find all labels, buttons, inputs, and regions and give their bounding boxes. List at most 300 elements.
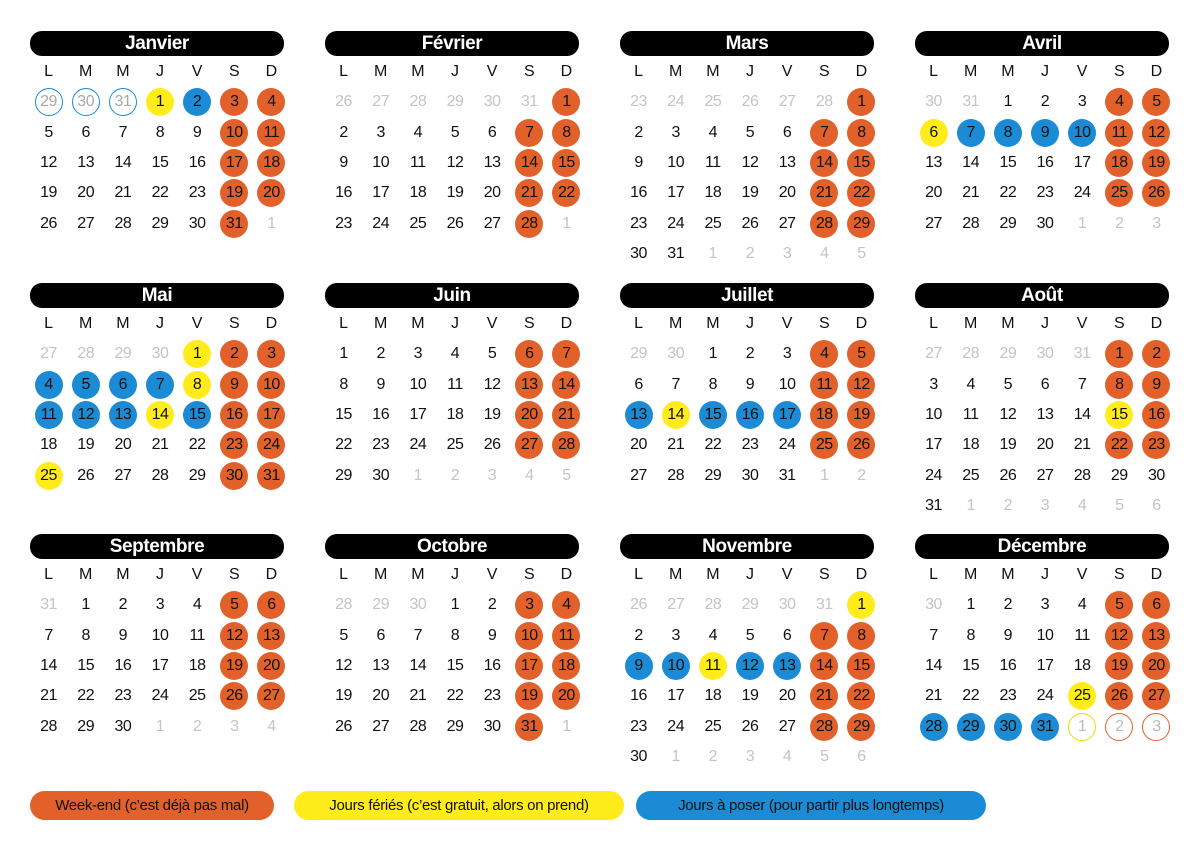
day-cell <box>989 590 1026 620</box>
day-number: 18 <box>1105 149 1133 177</box>
day-number: 7 <box>810 622 838 650</box>
weekday-label: D <box>560 315 573 332</box>
day-cell <box>30 712 67 742</box>
month-title: Juin <box>325 283 579 308</box>
day-number: 5 <box>1115 497 1124 515</box>
day-number: 10 <box>257 371 285 399</box>
day-number: 28 <box>552 431 580 459</box>
day-number: 30 <box>220 462 248 490</box>
day-cell <box>362 148 399 178</box>
day-number: 17 <box>151 656 169 674</box>
day-cell <box>436 430 473 460</box>
day-cell <box>436 148 473 178</box>
day-cell <box>30 651 67 681</box>
month-title: Mai <box>30 283 284 308</box>
day-number: 5 <box>1105 591 1133 619</box>
day-cell <box>104 87 141 117</box>
day-cell <box>952 209 989 239</box>
day-number: 20 <box>114 436 132 454</box>
day-number: 2 <box>1003 497 1013 515</box>
week-row <box>620 590 880 620</box>
day-cell <box>915 148 952 178</box>
day-cell <box>769 87 806 117</box>
day-cell <box>1101 87 1138 117</box>
day-cell <box>915 430 952 460</box>
day-cell <box>1138 209 1175 239</box>
day-cell <box>1064 681 1101 711</box>
day-cell <box>548 400 585 430</box>
day-cell <box>620 239 657 269</box>
day-cell <box>141 117 178 147</box>
week-row <box>620 461 880 491</box>
day-cell <box>1101 209 1138 239</box>
day-number: 3 <box>1040 596 1050 614</box>
weekday-label: M <box>669 63 683 80</box>
day-number: 5 <box>745 123 755 141</box>
day-cell <box>843 590 880 620</box>
day-cell <box>657 117 694 147</box>
day-cell <box>30 148 67 178</box>
day-number: 23 <box>999 687 1017 705</box>
day-number: 31 <box>520 93 538 111</box>
day-cell <box>657 712 694 742</box>
day-cell <box>399 117 436 147</box>
day-cell <box>769 339 806 369</box>
day-cell <box>731 178 768 208</box>
day-number: 16 <box>335 184 352 202</box>
day-cell <box>843 117 880 147</box>
day-number: 17 <box>1073 153 1091 171</box>
day-cell <box>1064 178 1101 208</box>
weekday-label: J <box>450 315 459 332</box>
day-number: 31 <box>515 713 543 741</box>
day-number: 31 <box>1073 345 1091 363</box>
day-number: 31 <box>220 210 248 238</box>
day-cell <box>30 178 67 208</box>
day-cell <box>253 148 290 178</box>
day-number: 1 <box>183 340 211 368</box>
day-number: 4 <box>782 748 792 766</box>
day-number: 22 <box>151 184 169 202</box>
day-number: 21 <box>925 687 942 705</box>
day-cell <box>216 209 253 239</box>
day-number: 3 <box>515 591 543 619</box>
week-row <box>325 400 585 430</box>
day-cell <box>548 178 585 208</box>
day-cell <box>657 590 694 620</box>
day-cell <box>474 400 511 430</box>
day-cell <box>694 178 731 208</box>
day-cell <box>179 148 216 178</box>
week-row <box>915 148 1175 178</box>
day-number: 26 <box>999 466 1017 484</box>
day-cell <box>1138 590 1175 620</box>
day-cell <box>1138 178 1175 208</box>
weekday-label: L <box>929 63 939 80</box>
day-cell <box>620 430 657 460</box>
day-cell <box>362 430 399 460</box>
weekday-label: J <box>1040 315 1049 332</box>
day-number: 11 <box>1105 119 1133 147</box>
day-cell <box>1138 712 1175 742</box>
day-cell <box>731 461 768 491</box>
week-row <box>620 209 880 239</box>
day-cell <box>511 87 548 117</box>
day-number: 26 <box>77 466 95 484</box>
legend-bridge: Jours à poser (pour partir plus longtemps) <box>636 791 986 820</box>
weekday-label: D <box>855 63 868 80</box>
day-number: 17 <box>773 401 801 429</box>
day-number: 2 <box>857 466 866 484</box>
day-cell <box>1101 148 1138 178</box>
day-cell <box>325 117 362 147</box>
day-cell <box>325 681 362 711</box>
day-number: 18 <box>188 656 206 674</box>
day-cell <box>1064 590 1101 620</box>
day-number: 8 <box>81 626 90 644</box>
day-number: 17 <box>220 149 248 177</box>
day-cell <box>915 620 952 650</box>
day-cell <box>620 87 657 117</box>
day-cell <box>1064 148 1101 178</box>
day-number: 25 <box>35 462 63 490</box>
day-number: 4 <box>708 626 718 644</box>
weekday-label: V <box>1076 63 1088 80</box>
day-number: 30 <box>151 345 169 363</box>
day-number: 7 <box>1077 375 1087 393</box>
day-cell <box>104 461 141 491</box>
day-number: 22 <box>962 687 980 705</box>
day-number: 4 <box>1105 88 1133 116</box>
day-cell <box>843 742 880 772</box>
day-cell <box>179 712 216 742</box>
weekday-label: V <box>486 63 498 80</box>
day-number: 15 <box>151 153 169 171</box>
weekday-label: M <box>374 63 388 80</box>
day-number: 9 <box>1003 626 1013 644</box>
day-number: 30 <box>994 713 1022 741</box>
day-number: 30 <box>1036 214 1054 232</box>
day-number: 20 <box>1036 436 1054 454</box>
weekday-label: M <box>374 566 388 583</box>
day-number: 10 <box>662 652 690 680</box>
weekday-label: L <box>44 63 54 80</box>
month-7 <box>915 283 1175 521</box>
weekday-header <box>915 309 1175 339</box>
day-number: 30 <box>1148 466 1165 484</box>
day-cell <box>620 712 657 742</box>
day-number: 15 <box>552 149 580 177</box>
day-cell <box>548 87 585 117</box>
day-number: 20 <box>925 184 942 202</box>
day-cell <box>694 400 731 430</box>
weekday-label: J <box>745 566 754 583</box>
day-number: 8 <box>994 119 1022 147</box>
weekday-label: L <box>929 566 939 583</box>
day-cell <box>620 461 657 491</box>
day-number: 14 <box>114 153 132 171</box>
day-cell <box>915 117 952 147</box>
weekday-label: J <box>155 63 164 80</box>
day-cell <box>436 209 473 239</box>
day-number: 16 <box>114 656 132 674</box>
day-cell <box>362 590 399 620</box>
day-number: 28 <box>335 596 352 614</box>
day-cell <box>915 712 952 742</box>
day-number: 20 <box>1142 652 1170 680</box>
day-cell <box>915 461 952 491</box>
day-cell <box>1101 117 1138 147</box>
day-cell <box>915 87 952 117</box>
week-row <box>30 620 290 650</box>
day-cell <box>769 681 806 711</box>
weekday-label: J <box>450 566 459 583</box>
day-cell <box>436 87 473 117</box>
day-cell <box>511 209 548 239</box>
day-number: 5 <box>847 340 875 368</box>
day-number: 16 <box>483 656 501 674</box>
weekday-header <box>30 560 290 590</box>
day-number: 7 <box>929 626 938 644</box>
day-cell <box>843 209 880 239</box>
weekday-label: J <box>155 315 164 332</box>
day-number: 19 <box>483 405 501 423</box>
day-number: 31 <box>778 466 796 484</box>
day-cell <box>769 590 806 620</box>
day-number: 27 <box>257 682 285 710</box>
weekday-label: J <box>450 63 459 80</box>
day-number: 22 <box>188 436 206 454</box>
day-number: 15 <box>847 149 875 177</box>
day-cell <box>362 400 399 430</box>
day-cell <box>1064 369 1101 399</box>
day-cell <box>694 87 731 117</box>
day-number: 2 <box>708 748 718 766</box>
day-number: 8 <box>847 119 875 147</box>
day-number: 8 <box>708 375 718 393</box>
day-cell <box>694 117 731 147</box>
day-number: 5 <box>72 371 100 399</box>
day-number: 1 <box>671 748 680 766</box>
day-cell <box>104 209 141 239</box>
day-number: 23 <box>114 687 132 705</box>
day-cell <box>1138 117 1175 147</box>
day-cell <box>67 461 104 491</box>
day-number: 16 <box>1036 153 1054 171</box>
day-number: 29 <box>35 88 63 116</box>
day-number: 6 <box>1142 591 1170 619</box>
day-number: 10 <box>515 622 543 650</box>
day-cell <box>806 742 843 772</box>
day-cell <box>216 178 253 208</box>
day-number: 27 <box>925 214 942 232</box>
day-cell <box>769 712 806 742</box>
day-cell <box>620 620 657 650</box>
day-number: 29 <box>999 345 1017 363</box>
day-cell <box>657 339 694 369</box>
day-cell <box>1101 651 1138 681</box>
day-cell <box>436 117 473 147</box>
day-number: 29 <box>630 345 647 363</box>
day-cell <box>362 620 399 650</box>
day-number: 20 <box>515 401 543 429</box>
weekday-label: J <box>155 566 164 583</box>
day-number: 4 <box>810 340 838 368</box>
day-cell <box>1138 148 1175 178</box>
day-number: 30 <box>372 466 390 484</box>
week-row <box>30 681 290 711</box>
month-6 <box>620 283 880 491</box>
day-number: 19 <box>1142 149 1170 177</box>
day-number: 19 <box>1105 652 1133 680</box>
day-cell <box>1101 339 1138 369</box>
day-number: 26 <box>1105 682 1133 710</box>
day-cell <box>104 590 141 620</box>
day-number: 4 <box>1077 596 1087 614</box>
day-number: 23 <box>335 214 352 232</box>
day-number: 3 <box>782 245 792 263</box>
day-number: 30 <box>72 88 100 116</box>
day-number: 26 <box>40 214 57 232</box>
day-cell <box>511 712 548 742</box>
day-cell <box>1101 491 1138 521</box>
day-cell <box>1064 620 1101 650</box>
day-number: 11 <box>189 626 205 644</box>
weekday-label: D <box>1150 315 1163 332</box>
day-cell <box>253 620 290 650</box>
day-cell <box>399 712 436 742</box>
day-cell <box>1101 178 1138 208</box>
week-row <box>325 590 585 620</box>
day-number: 4 <box>257 88 285 116</box>
day-cell <box>769 369 806 399</box>
day-cell <box>731 148 768 178</box>
day-number: 23 <box>741 436 759 454</box>
day-number: 1 <box>1077 214 1087 232</box>
day-cell <box>399 87 436 117</box>
day-number: 19 <box>220 652 248 680</box>
day-number: 19 <box>847 401 875 429</box>
week-row <box>620 712 880 742</box>
month-title: Août <box>915 283 1169 308</box>
day-number: 10 <box>372 153 390 171</box>
week-row <box>325 87 585 117</box>
day-cell <box>216 117 253 147</box>
day-number: 22 <box>847 682 875 710</box>
day-cell <box>474 209 511 239</box>
day-cell <box>253 87 290 117</box>
week-row <box>325 209 585 239</box>
day-number: 5 <box>450 123 460 141</box>
day-cell <box>67 87 104 117</box>
day-number: 28 <box>151 466 169 484</box>
day-number: 21 <box>667 436 685 454</box>
day-cell <box>1138 339 1175 369</box>
weekday-label: D <box>560 63 573 80</box>
day-cell <box>769 620 806 650</box>
day-cell <box>843 400 880 430</box>
day-number: 30 <box>1036 345 1054 363</box>
day-cell <box>216 651 253 681</box>
day-cell <box>253 651 290 681</box>
day-number: 22 <box>1105 431 1133 459</box>
day-number: 3 <box>487 466 497 484</box>
day-number: 28 <box>810 713 838 741</box>
day-cell <box>141 148 178 178</box>
day-cell <box>67 590 104 620</box>
day-number: 28 <box>515 210 543 238</box>
day-cell <box>769 400 806 430</box>
day-cell <box>179 430 216 460</box>
day-cell <box>399 461 436 491</box>
day-number: 26 <box>335 717 352 735</box>
day-cell <box>511 590 548 620</box>
day-number: 28 <box>815 93 833 111</box>
day-cell <box>620 178 657 208</box>
day-cell <box>769 209 806 239</box>
day-cell <box>806 681 843 711</box>
day-number: 10 <box>1036 626 1054 644</box>
day-cell <box>731 681 768 711</box>
day-cell <box>179 369 216 399</box>
day-number: 31 <box>815 596 833 614</box>
day-cell <box>915 651 952 681</box>
day-number: 23 <box>630 717 647 735</box>
week-row <box>325 681 585 711</box>
day-cell <box>141 681 178 711</box>
day-cell <box>325 430 362 460</box>
day-cell <box>843 620 880 650</box>
day-cell <box>806 400 843 430</box>
day-number: 30 <box>188 214 206 232</box>
day-number: 24 <box>667 717 685 735</box>
day-cell <box>67 209 104 239</box>
day-cell <box>915 491 952 521</box>
day-number: 3 <box>376 123 385 141</box>
day-cell <box>694 590 731 620</box>
day-cell <box>436 651 473 681</box>
weekday-label: J <box>1040 566 1049 583</box>
day-number: 27 <box>778 214 796 232</box>
day-number: 7 <box>515 119 543 147</box>
day-cell <box>325 369 362 399</box>
day-cell <box>325 87 362 117</box>
day-number: 28 <box>920 713 948 741</box>
day-number: 27 <box>667 596 685 614</box>
day-number: 15 <box>962 656 980 674</box>
day-number: 3 <box>1142 713 1170 741</box>
day-cell <box>141 651 178 681</box>
day-number: 6 <box>487 123 497 141</box>
weekday-label: L <box>44 566 54 583</box>
weekday-label: D <box>1150 63 1163 80</box>
day-cell <box>731 620 768 650</box>
day-number: 7 <box>957 119 985 147</box>
day-cell <box>141 209 178 239</box>
day-cell <box>1101 369 1138 399</box>
day-number: 14 <box>810 652 838 680</box>
day-cell <box>399 620 436 650</box>
day-number: 2 <box>634 626 643 644</box>
day-number: 1 <box>155 717 165 735</box>
weekday-label: M <box>79 315 93 332</box>
day-number: 9 <box>634 153 643 171</box>
day-cell <box>548 620 585 650</box>
day-number: 15 <box>847 652 875 680</box>
day-number: 13 <box>778 153 796 171</box>
day-number: 17 <box>1036 656 1054 674</box>
day-number: 31 <box>40 596 57 614</box>
